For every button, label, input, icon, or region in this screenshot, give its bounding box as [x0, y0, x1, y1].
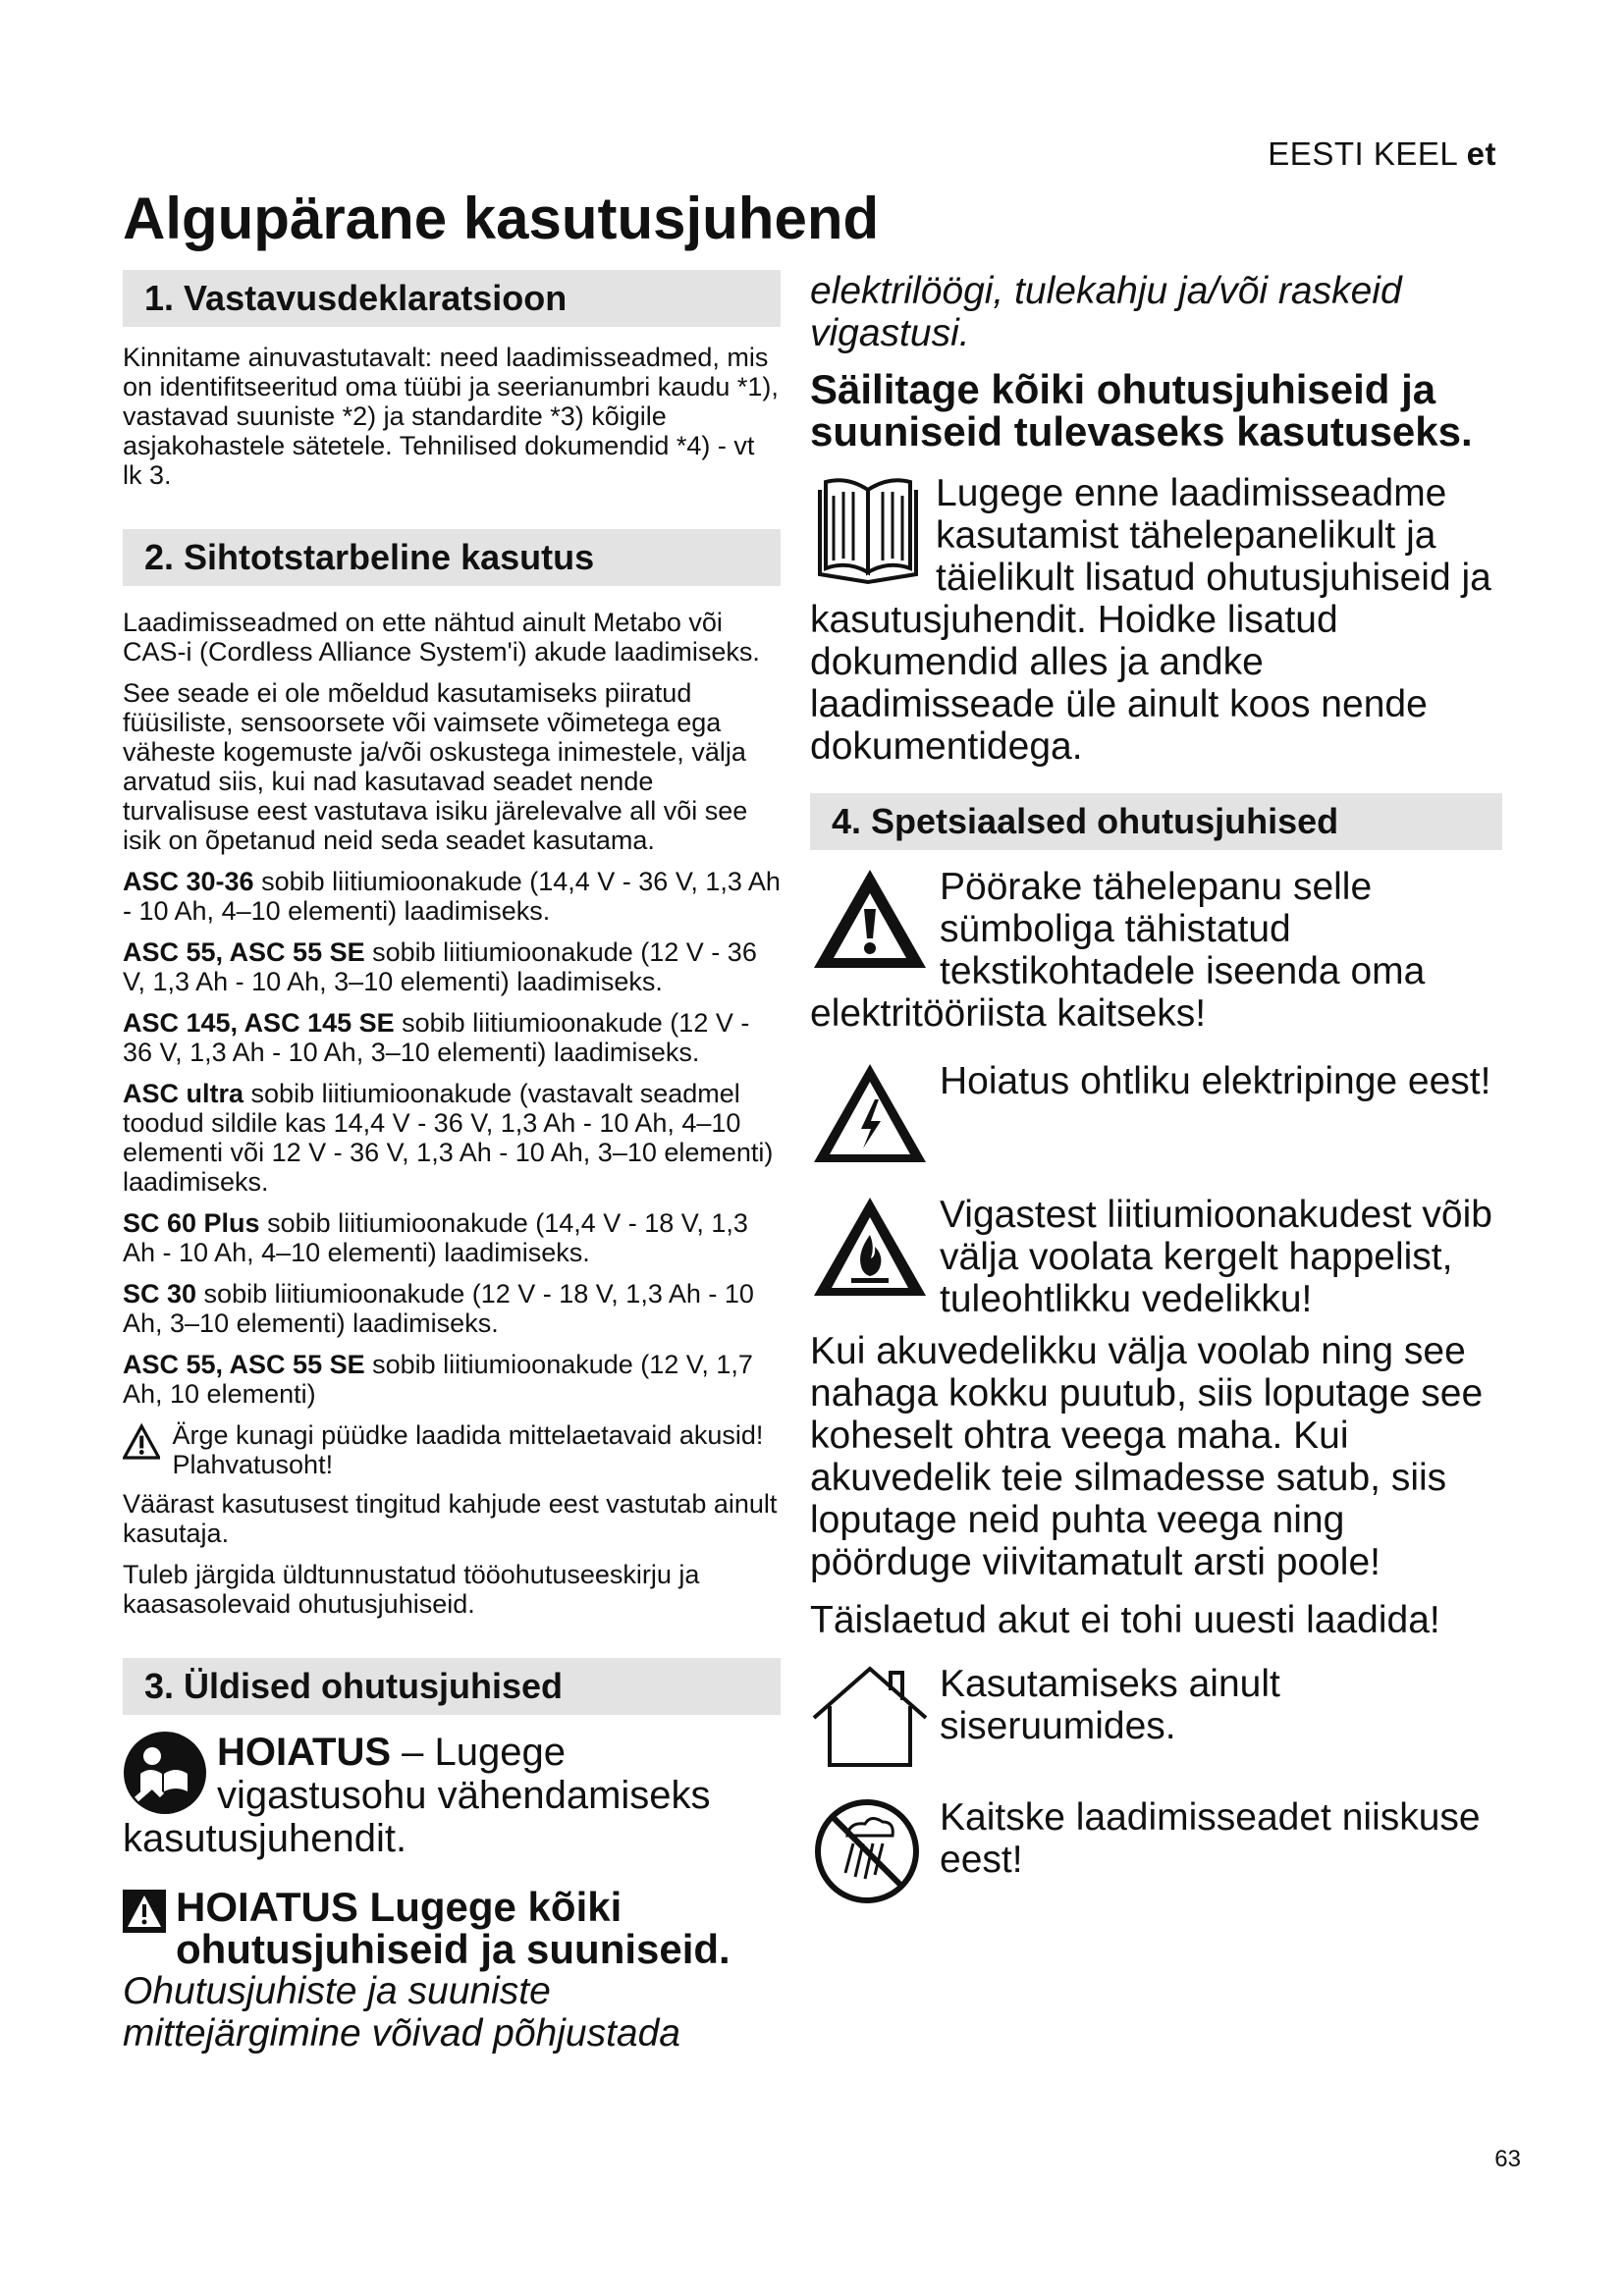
liability-text: Väärast kasutusest tingitud kahjude eest vastutab ainult kasutaja.: [123, 1489, 778, 1548]
model-name: SC 30: [123, 1279, 197, 1308]
section-heading-4: 4. Spetsiaalsed ohutusjuhised: [810, 793, 1502, 850]
model-desc: sobib liitiumioonakude (vastavalt seadmel toodud sildile kas 14,4 V - 36 V, 1,3 Ah - 10 Ah, 4–10 elementi või 12 V - 36 V, 1,3 Ah - 10 Ah, 3–10 elementi) laadimiseks.: [123, 1079, 774, 1197]
language-header: [1268, 135, 1496, 173]
model-item: [123, 1008, 781, 1067]
flammable-icon: [810, 1194, 930, 1302]
explosion-warning: [123, 1420, 781, 1479]
moisture-block: [810, 1796, 1502, 1906]
model-desc: sobib liitiumioonakude (12 V - 36 V, 1,3 Ah - 10 Ah, 3–10 elementi) laadimiseks.: [123, 1008, 750, 1067]
document-title: Algupärane kasutusjuhend: [123, 186, 880, 251]
non-compliance-text-right: elektrilöögi, tulekahju ja/või raskeid vigastusi.: [810, 270, 1402, 354]
model-name: ASC ultra: [123, 1079, 244, 1108]
model-name: ASC 30-36: [123, 867, 254, 896]
model-item: [123, 1208, 781, 1267]
model-name: SC 60 Plus: [123, 1208, 260, 1238]
warning-box-icon: [123, 1890, 166, 1933]
model-desc: sobib liitiumioonakude (14,4 V - 18 V, 1,3 Ah - 10 Ah, 4–10 elementi) laadimiseks.: [123, 1208, 748, 1267]
fire-block: [810, 1194, 1502, 1320]
recharge-text: Täislaetud akut ei tohi uuesti laadida!: [810, 1599, 1440, 1641]
explosion-warning-text: Ärge kunagi püüdke laadida mittelaetavaid akusid! Plahvatusoht!: [172, 1420, 764, 1479]
model-name: ASC 55, ASC 55 SE: [123, 1350, 365, 1379]
open-book-icon: [810, 472, 926, 590]
model-item: [123, 1350, 781, 1409]
read-manual-icon: [123, 1731, 207, 1815]
model-item: [123, 937, 781, 996]
language-name: EESTI KEEL: [1268, 135, 1457, 172]
model-desc: sobib liitiumioonakude (14,4 V - 36 V, 1,3 Ah - 10 Ah, 4–10 elementi) laadimiseks.: [123, 867, 781, 926]
warning-triangle-icon: [123, 1420, 160, 1464]
section-heading-1: 1. Vastavusdeklaratsioon: [123, 270, 781, 327]
model-item: [123, 1279, 781, 1338]
right-column: [810, 270, 1502, 1932]
section-heading-2: 2. Sihtotstarbeline kasutus: [123, 529, 781, 586]
high-voltage-icon: [810, 1060, 930, 1168]
attention-block: [810, 866, 1502, 1035]
attention-triangle-icon: [810, 866, 930, 974]
page-number: 63: [1494, 2146, 1521, 2172]
model-name: ASC 145, ASC 145 SE: [123, 1008, 395, 1038]
model-desc: sobib liitiumioonakude (12 V - 36 V, 1,3 Ah - 10 Ah, 3–10 elementi) laadimiseks.: [123, 937, 757, 996]
fire-text: Vigastest liitiumioonakudest võib välja voolata kergelt happelist, tuleohtlikku vedelikku!: [940, 1194, 1492, 1320]
intended-use-text: Laadimisseadmed on ette nähtud ainult Metabo või CAS-i (Cordless Alliance System'i) akude laadimiseks.: [123, 608, 760, 667]
model-desc: sobib liitiumioonakude (12 V, 1,7 Ah, 10 elementi): [123, 1350, 753, 1409]
attention-text: Pöörake tähelepanu selle sümboliga tähistatud tekstikohtadele iseenda oma elektritööriista kaitseks!: [810, 866, 1426, 1035]
model-desc: sobib liitiumioonakude (12 V - 18 V, 1,3 Ah - 10 Ah, 3–10 elementi) laadimiseks.: [123, 1279, 754, 1338]
safety-rules-text: Tuleb järgida üldtunnustatud tööohutuseeskirju ja kaasasolevaid ohutusjuhiseid.: [123, 1560, 700, 1619]
hoiatus-label: HOIATUS: [217, 1731, 392, 1774]
no-moisture-icon: [810, 1796, 930, 1906]
general-warning-text: HOIATUS Lugege kõiki ohutusjuhiseid ja suuniseid.: [176, 1884, 731, 1972]
indoor-text: Kasutamiseks ainult siseruumides.: [940, 1663, 1280, 1747]
section-heading-3: 3. Üldised ohutusjuhised: [123, 1658, 781, 1715]
non-compliance-text-left: Ohutusjuhiste ja suuniste mittejärgimine võivad põhjustada: [123, 1970, 680, 2055]
acid-text: Kui akuvedelikku välja voolab ning see nahaga kokku puutub, siis loputage see koheselt ohtra veega maha. Kui akuvedelik teie silmadesse satub, siis loputage neid puhta veega ning pöörduge viivitamatult arsti poole!: [810, 1330, 1484, 1583]
hoiatus-text: – Lugege vigastusohu vähendamiseks kasutusjuhendit.: [123, 1731, 711, 1860]
general-warning: [123, 1886, 781, 2055]
read-manual-warning: [123, 1731, 781, 1860]
declaration-text: Kinnitame ainuvastutavalt: need laadimisseadmed, mis on identifitseeritud oma tüübi ja seerianumbri kaudu *1), vastavad suuniste *2) ja standardite *3) kõigile asjakohastele sätetele. Tehnilised dokumendid *4) - vt lk 3.: [123, 343, 779, 490]
left-column: [123, 270, 781, 2055]
house-icon: [810, 1663, 930, 1771]
read-instructions-text: Lugege enne laadimisseadme kasutamist tähelepanelikult ja täielikult lisatud ohutusjuhiseid ja kasutusjuhendit. Hoidke lisatud dokumendid alles ja andke laadimisseade üle ainult koos nende dokumentidega.: [810, 472, 1491, 768]
read-instructions-block: [810, 472, 1502, 768]
indoor-block: [810, 1663, 1502, 1771]
model-name: ASC 55, ASC 55 SE: [123, 937, 365, 967]
language-code: et: [1466, 135, 1496, 172]
keep-instructions-text: Säilitage kõiki ohutusjuhiseid ja suuniseid tulevaseks kasutuseks.: [810, 366, 1473, 454]
model-item: [123, 1079, 781, 1197]
moisture-text: Kaitske laadimisseadet niiskuse eest!: [940, 1796, 1481, 1881]
voltage-text: Hoiatus ohtliku elektripinge eest!: [940, 1060, 1491, 1102]
voltage-block: [810, 1060, 1502, 1168]
model-item: [123, 867, 781, 926]
restriction-text: See seade ei ole mõeldud kasutamiseks piiratud füüsiliste, sensoorsete või vaimsete võimetega ega väheste kogemuste ja/või oskustega inimestele, välja arvatud siis, kui nad kasutavad seadet nende turvalisuse eest vastutava isiku järelevalve all või see isik on õpetanud neid seda seadet kasutama.: [123, 678, 748, 855]
